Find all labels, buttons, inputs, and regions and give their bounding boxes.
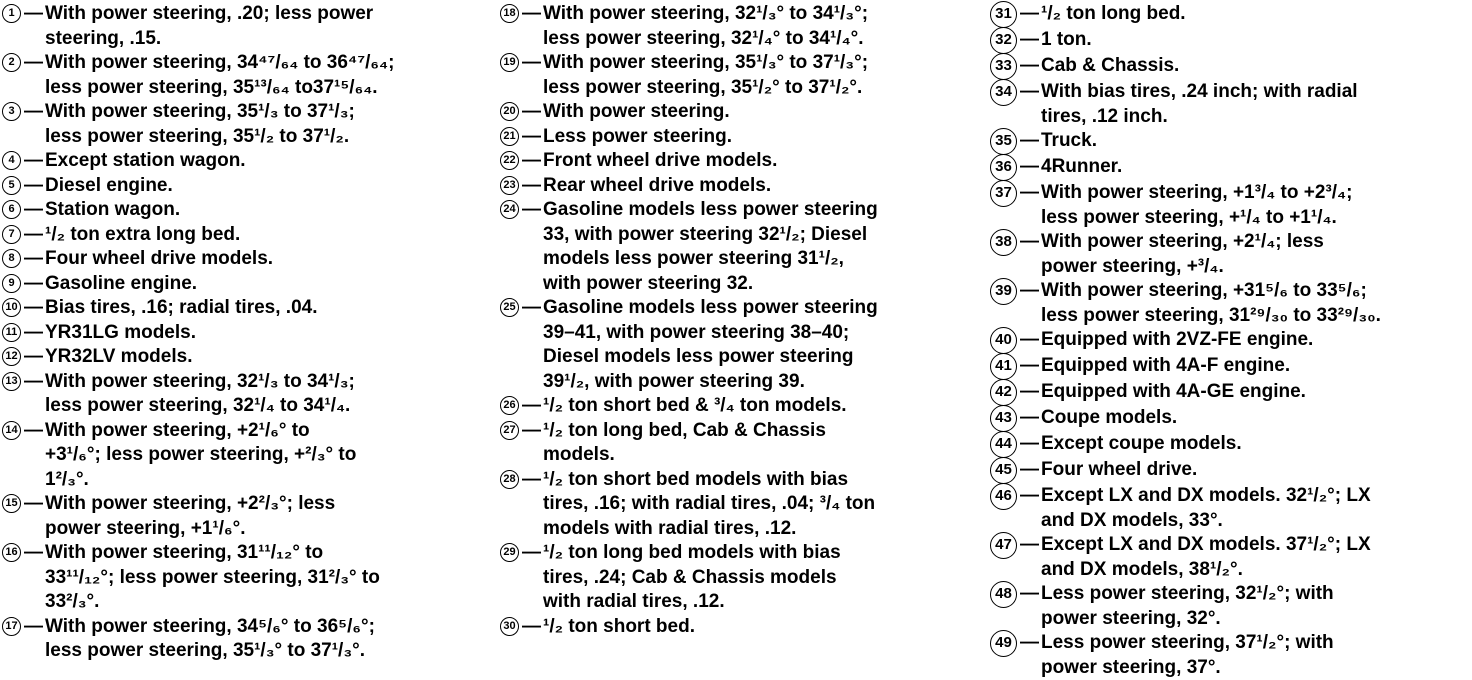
- note-27: 27 — ¹/₂ ton long bed, Cab & Chassis models.: [500, 419, 985, 468]
- note-number: 48: [990, 581, 1017, 608]
- note-44: 44 — Except coupe models.: [990, 432, 1470, 458]
- note-19: 19 — With power steering, 35¹/₃° to 37¹/₃°; less power steering, 35¹/₂° to 37¹/₂°.: [500, 51, 985, 100]
- note-text: With power steering, 34⁴⁷/₆₄ to 36⁴⁷/₆₄; less power steering, 35¹³/₆₄ to37¹⁵/₆₄.: [45, 52, 395, 98]
- note-text: With power steering, 35¹/₃ to 37¹/₃; less power steering, 35¹/₂ to 37¹/₂.: [45, 101, 355, 147]
- note-31: 31 — ¹/₂ ton long bed.: [990, 2, 1470, 28]
- note-number: 40: [990, 327, 1017, 354]
- note-number: 35: [990, 128, 1017, 155]
- note-text: YR31LG models.: [45, 321, 196, 343]
- note-number: 6: [2, 200, 21, 219]
- note-number: 25: [500, 298, 519, 317]
- note-text: Equipped with 4A-GE engine.: [1041, 381, 1306, 402]
- note-number: 29: [500, 543, 519, 562]
- note-35: 35 — Truck.: [990, 129, 1470, 155]
- note-number: 22: [500, 151, 519, 170]
- note-number: 28: [500, 470, 519, 489]
- note-number: 20: [500, 102, 519, 121]
- note-text: Truck.: [1041, 130, 1097, 151]
- note-text: Except station wagon.: [45, 150, 246, 171]
- note-text: Four wheel drive.: [1041, 459, 1198, 480]
- note-number: 30: [500, 617, 519, 636]
- note-text: With power steering, .20; less power steering, .15.: [45, 3, 374, 49]
- note-25: 25 — Gasoline models less power steering 39–41, with power steering 38–40; Diesel models less power steering 39¹/₂, with power steering 39.: [500, 296, 985, 394]
- note-45: 45 — Four wheel drive.: [990, 458, 1470, 484]
- note-text: Rear wheel drive models.: [543, 174, 772, 196]
- note-22: 22 — Front wheel drive models.: [500, 149, 985, 174]
- note-8: 8 — Four wheel drive models.: [2, 247, 492, 272]
- note-number: 10: [2, 298, 21, 317]
- note-text: 4Runner.: [1041, 156, 1123, 177]
- note-number: 8: [2, 249, 21, 268]
- note-number: 1: [2, 4, 21, 23]
- note-text: Front wheel drive models.: [543, 150, 778, 171]
- note-6: 6 — Station wagon.: [2, 198, 492, 223]
- note-text: Cab & Chassis.: [1041, 55, 1180, 76]
- note-40: 40 — Equipped with 2VZ-FE engine.: [990, 328, 1470, 354]
- note-text: Less power steering.: [543, 125, 733, 147]
- note-text: With power steering, 34⁵/₆° to 36⁵/₆°; less power steering, 35¹/₃° to 37¹/₃°.: [45, 615, 375, 661]
- note-number: 5: [2, 176, 21, 195]
- note-18: 18 — With power steering, 32¹/₃° to 34¹/₃°; less power steering, 32¹/₄° to 34¹/₄°.: [500, 2, 985, 51]
- note-number: 7: [2, 225, 21, 244]
- note-17: 17 — With power steering, 34⁵/₆° to 36⁵/₆°; less power steering, 35¹/₃° to 37¹/₃°.: [2, 615, 492, 664]
- note-text: With power steering, 32¹/₃ to 34¹/₃; less power steering, 32¹/₄ to 34¹/₄.: [45, 370, 355, 416]
- note-number: 21: [500, 127, 519, 146]
- note-number: 44: [990, 431, 1017, 458]
- note-3: 3 — With power steering, 35¹/₃ to 37¹/₃; less power steering, 35¹/₂ to 37¹/₂.: [2, 100, 492, 149]
- note-number: 19: [500, 53, 519, 72]
- note-number: 4: [2, 151, 21, 170]
- note-text: Station wagon.: [45, 199, 181, 220]
- note-text: With power steering, +1³/₄ to +2³/₄; less power steering, +¹/₄ to +1¹/₄.: [1041, 182, 1353, 228]
- note-text: With power steering, +2²/₃°; less power steering, +1¹/₆°.: [45, 493, 336, 539]
- note-text: ¹/₂ ton long bed, Cab & Chassis models.: [543, 419, 826, 465]
- note-number: 9: [2, 274, 21, 293]
- note-41: 41 — Equipped with 4A-F engine.: [990, 354, 1470, 380]
- note-text: With bias tires, .24 inch; with radial tires, .12 inch.: [1041, 81, 1358, 127]
- note-text: Except LX and DX models. 37¹/₂°; LX and DX models, 38¹/₂°.: [1041, 534, 1371, 580]
- note-text: With power steering, 31¹¹/₁₂° to 33¹¹/₁₂°; less power steering, 31²/₃° to 33²/₃°.: [45, 542, 380, 612]
- note-number: 26: [500, 396, 519, 415]
- note-number: 42: [990, 379, 1017, 406]
- note-5: 5 — Diesel engine.: [2, 174, 492, 199]
- note-number: 39: [990, 278, 1017, 305]
- note-23: 23 — Rear wheel drive models.: [500, 174, 985, 199]
- note-number: 16: [2, 543, 21, 562]
- note-text: ¹/₂ ton long bed.: [1041, 3, 1186, 24]
- note-46: 46 — Except LX and DX models. 32¹/₂°; LX and DX models, 33°.: [990, 484, 1470, 533]
- note-number: 23: [500, 176, 519, 195]
- note-text: ¹/₂ ton extra long bed.: [45, 223, 241, 245]
- note-text: 1 ton.: [1041, 29, 1092, 50]
- note-text: ¹/₂ ton short bed.: [543, 615, 695, 637]
- note-number: 11: [2, 323, 21, 342]
- note-number: 17: [2, 617, 21, 636]
- note-number: 27: [500, 421, 519, 440]
- note-text: Except LX and DX models. 32¹/₂°; LX and DX models, 33°.: [1041, 485, 1371, 531]
- note-text: With power steering, 32¹/₃° to 34¹/₃°; less power steering, 32¹/₄° to 34¹/₄°.: [543, 3, 869, 49]
- note-text: Diesel engine.: [45, 174, 173, 196]
- notes-column-1: [2, 2, 492, 664]
- note-29: 29 — ¹/₂ ton long bed models with bias tires, .24; Cab & Chassis models with radial tires, .12.: [500, 541, 985, 615]
- note-number: 13: [2, 372, 21, 391]
- note-48: 48 — Less power steering, 32¹/₂°; with power steering, 32°.: [990, 582, 1470, 631]
- note-7: 7 — ¹/₂ ton extra long bed.: [2, 223, 492, 248]
- note-4: 4 — Except station wagon.: [2, 149, 492, 174]
- note-number: 34: [990, 79, 1017, 106]
- note-number: 32: [990, 27, 1017, 54]
- note-2: 2 — With power steering, 34⁴⁷/₆₄ to 36⁴⁷/₆₄; less power steering, 35¹³/₆₄ to37¹⁵/₆₄.: [2, 51, 492, 100]
- note-42: 42 — Equipped with 4A-GE engine.: [990, 380, 1470, 406]
- note-number: 33: [990, 53, 1017, 80]
- note-text: Less power steering, 37¹/₂°; with power steering, 37°.: [1041, 632, 1334, 678]
- note-text: With power steering, +2¹/₄; less power steering, +³/₄.: [1041, 231, 1324, 277]
- note-28: 28 — ¹/₂ ton short bed models with bias tires, .16; with radial tires, .04; ³/₄ ton models with radial tires, .12.: [500, 468, 985, 542]
- note-text: Gasoline models less power steering 39–41, with power steering 38–40; Diesel models less power steering 39¹/₂, with power steering 39.: [543, 297, 878, 392]
- note-16: 16 — With power steering, 31¹¹/₁₂° to 33¹¹/₁₂°; less power steering, 31²/₃° to 33²/₃°.: [2, 541, 492, 615]
- note-39: 39 — With power steering, +31⁵/₆ to 33⁵/₆; less power steering, 31²⁹/₃₀ to 33²⁹/₃₀.: [990, 279, 1470, 328]
- note-number: 47: [990, 532, 1017, 559]
- note-text: Bias tires, .16; radial tires, .04.: [45, 297, 318, 318]
- note-30: 30 — ¹/₂ ton short bed.: [500, 615, 985, 640]
- note-9: 9 — Gasoline engine.: [2, 272, 492, 297]
- note-number: 43: [990, 405, 1017, 432]
- note-36: 36 — 4Runner.: [990, 155, 1470, 181]
- note-14: 14 — With power steering, +2¹/₆° to +3¹/₆°; less power steering, +²/₃° to 1²/₃°.: [2, 419, 492, 493]
- note-number: 45: [990, 457, 1017, 484]
- note-number: 14: [2, 421, 21, 440]
- note-number: 36: [990, 154, 1017, 181]
- note-text: Gasoline models less power steering 33, with power steering 32¹/₂; Diesel models less power steering 31¹/₂, with power steering 32.: [543, 199, 878, 294]
- note-15: 15 — With power steering, +2²/₃°; less power steering, +1¹/₆°.: [2, 492, 492, 541]
- note-text: Except coupe models.: [1041, 433, 1242, 454]
- note-20: 20 — With power steering.: [500, 100, 985, 125]
- note-24: 24 — Gasoline models less power steering 33, with power steering 32¹/₂; Diesel models less power steering 31¹/₂, with power steering 32.: [500, 198, 985, 296]
- note-text: With power steering, +31⁵/₆ to 33⁵/₆; less power steering, 31²⁹/₃₀ to 33²⁹/₃₀.: [1041, 280, 1381, 326]
- note-38: 38 — With power steering, +2¹/₄; less power steering, +³/₄.: [990, 230, 1470, 279]
- note-text: Four wheel drive models.: [45, 248, 274, 269]
- note-text: Equipped with 4A-F engine.: [1041, 355, 1291, 376]
- note-number: 18: [500, 4, 519, 23]
- note-1: 1 — With power steering, .20; less power steering, .15.: [2, 2, 492, 51]
- note-text: YR32LV models.: [45, 346, 193, 367]
- note-33: 33 — Cab & Chassis.: [990, 54, 1470, 80]
- note-37: 37 — With power steering, +1³/₄ to +2³/₄; less power steering, +¹/₄ to +1¹/₄.: [990, 181, 1470, 230]
- note-26: 26 — ¹/₂ ton short bed & ³/₄ ton models.: [500, 394, 985, 419]
- note-number: 37: [990, 180, 1017, 207]
- note-number: 3: [2, 102, 21, 121]
- note-12: 12 — YR32LV models.: [2, 345, 492, 370]
- note-49: 49 — Less power steering, 37¹/₂°; with power steering, 37°.: [990, 631, 1470, 680]
- notes-column-2: [500, 2, 985, 639]
- note-text: ¹/₂ ton short bed models with bias tires, .16; with radial tires, .04; ³/₄ ton models with radial tires, .12.: [543, 468, 876, 539]
- note-32: 32 — 1 ton.: [990, 28, 1470, 54]
- note-number: 46: [990, 483, 1017, 510]
- note-number: 49: [990, 630, 1017, 657]
- note-text: ¹/₂ ton long bed models with bias tires, .24; Cab & Chassis models with radial tires, .12.: [543, 542, 841, 612]
- note-text: With power steering, +2¹/₆° to +3¹/₆°; less power steering, +²/₃° to 1²/₃°.: [45, 419, 357, 490]
- note-11: 11 — YR31LG models.: [2, 321, 492, 346]
- note-number: 41: [990, 353, 1017, 380]
- note-text: ¹/₂ ton short bed & ³/₄ ton models.: [543, 395, 847, 416]
- note-text: Coupe models.: [1041, 407, 1178, 428]
- note-number: 38: [990, 229, 1017, 256]
- note-10: 10 — Bias tires, .16; radial tires, .04.: [2, 296, 492, 321]
- note-text: Gasoline engine.: [45, 272, 198, 294]
- note-34: 34 — With bias tires, .24 inch; with radial tires, .12 inch.: [990, 80, 1470, 129]
- note-21: 21 — Less power steering.: [500, 125, 985, 150]
- note-number: 12: [2, 347, 21, 366]
- note-text: With power steering.: [543, 101, 730, 122]
- note-text: With power steering, 35¹/₃° to 37¹/₃°; less power steering, 35¹/₂° to 37¹/₂°.: [543, 52, 869, 98]
- note-number: 15: [2, 494, 21, 513]
- note-number: 31: [990, 1, 1017, 28]
- note-number: 24: [500, 200, 519, 219]
- note-text: Less power steering, 32¹/₂°; with power steering, 32°.: [1041, 583, 1334, 629]
- note-text: Equipped with 2VZ-FE engine.: [1041, 329, 1314, 350]
- notes-column-3: [990, 2, 1470, 680]
- note-43: 43 — Coupe models.: [990, 406, 1470, 432]
- note-number: 2: [2, 53, 21, 72]
- note-13: 13 — With power steering, 32¹/₃ to 34¹/₃; less power steering, 32¹/₄ to 34¹/₄.: [2, 370, 492, 419]
- note-47: 47 — Except LX and DX models. 37¹/₂°; LX and DX models, 38¹/₂°.: [990, 533, 1470, 582]
